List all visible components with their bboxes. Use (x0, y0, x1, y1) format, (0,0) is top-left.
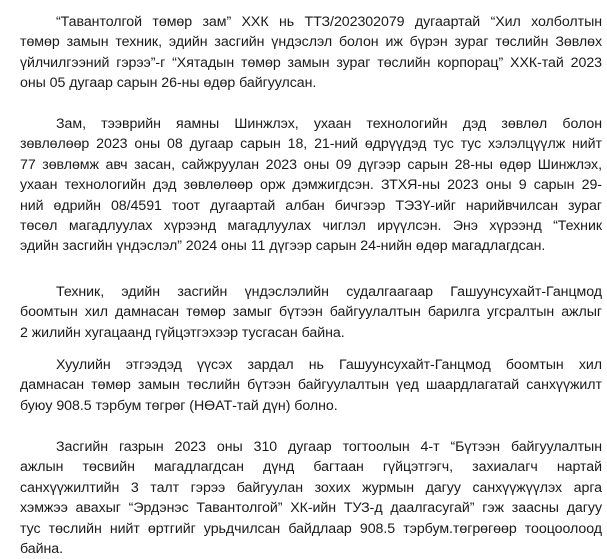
text-line: дамнасан төмөр замын төслийн бүтээн байгуулалтын үед шаардлагатай санхүүжилт (20, 377, 602, 394)
text-line: тус төслийн нийт өртгийг урьдчилсан байдлаар 908.5 тэрбум.төгрөгөөр тооцоолоод (20, 520, 602, 537)
text-line: боомтын хил дамнасан төмөр замыг бүтээн байгуулалтын барилга угсралтын ажлыг (20, 304, 602, 321)
paragraph-1 (20, 12, 602, 94)
paragraph-5 (20, 437, 602, 559)
text-line: Засгийн газрын 2023 оны 310 дугаар тогтоолын 4-т “Бүтээн байгуулалтын (56, 439, 602, 455)
paragraph-4 (20, 355, 602, 416)
paragraph-2 (20, 114, 602, 257)
text-line: төсөл магадлуулах хүрээнд магадлуулах чиглэл ирүүлсэн. Энэ хүрээнд “Техник (20, 218, 602, 235)
cut-off-top-line (56, 0, 602, 4)
text-line: 77 зөвлөмж авч засан, сайжруулан 2023 оны 09 дүгээр сарын 28-ны өдөр Шинжлэх, (20, 156, 602, 173)
paragraph-3 (20, 282, 602, 343)
text-line: Хуулийн этгээдэд үүсэх зардал нь Гашуунсухайт-Ганцмод боомтын хил (56, 357, 602, 373)
text-line: зөвлөлөөр 2023 оны 08 дугаар сарын 18, 21-ний өдрүүдэд тус тус хэлэлцүүлж нийт (20, 136, 602, 153)
text-line: буюу 908.5 тэрбум төгрөг (НӨАТ-тай дүн) болно. (20, 397, 338, 414)
text-line: төмөр замын техник, эдийн засгийн үндэслэл болон иж бүрэн зураг төслийн Зөвлөх (20, 34, 602, 51)
text-line: “Тавантолгой төмөр зам” ХХК нь ТТЗ/202302079 дугаартай “Хил холболтын (56, 14, 602, 30)
text-line (56, 0, 602, 3)
text-line: эдийн засгийн үндэслэл” 2024 оны 11 дүгээр сарын 24-нийн өдөр магадлагдсан. (20, 238, 546, 255)
text-line: ний өдрийн 08/4591 тоот дугаартай албан бичгээр ТЭЗҮ-ийг нарийвчилсан зураг (20, 197, 602, 214)
text-line: оны 05 дугаар сарын 26-ны өдөр байгуулсан. (20, 75, 317, 92)
text-line: Зам, тээврийн яамны Шинжлэх, ухаан технологийн дэд зөвлөл болон (56, 116, 602, 132)
text-line: санхүүжилтийн 3 талт гэрээ байгуулан зохих журмын дагуу санхүүжүүлэх арга (20, 479, 602, 496)
text-line: үйлчилгээний гэрээ”-г “Хятадын төмөр замын зураг төслийн корпорац” ХХК-тай 2023 (20, 54, 602, 71)
text-line: Техник, эдийн засгийн үндэслэлийн судалгаагаар Гашуунсухайт-Ганцмод (56, 284, 602, 300)
text-line: байна. (20, 541, 63, 558)
text-line: 2 жилийн хугацаанд гүйцэтгэхээр тусгасан байна. (20, 324, 345, 341)
text-line: ажлын төсвийн магадлагдсан дүнд багтаан гүйцэтгэгч, захиалагч нартай (20, 459, 602, 476)
text-line: ухаан технологийн дэд зөвлөлөөр орж дэмжигдсэн. ЗТХЯ-ны 2023 оны 9 сарын 29- (20, 177, 602, 194)
text-line: хэмжээ авахыг “Эрдэнэс Тавантолгой” ХК-ийн ТУЗ-д даалгасугай” гэж заасны дагуу (20, 500, 602, 517)
